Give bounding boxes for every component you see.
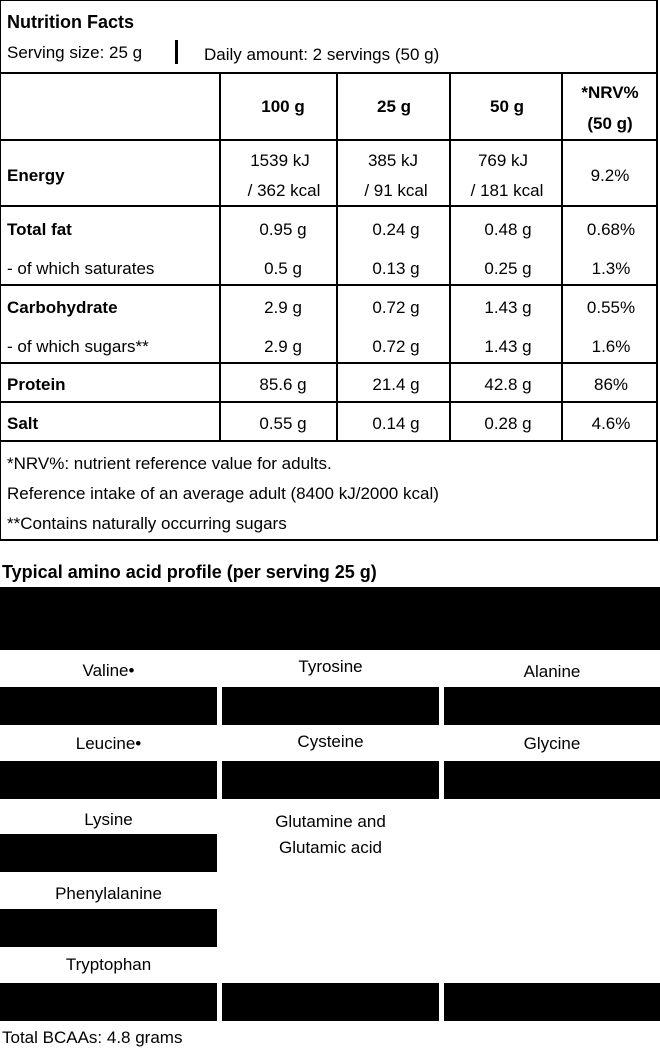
cell: 385 kJ (367, 151, 419, 170)
row-label-sugars: - of which sugars** (7, 337, 149, 356)
header-25g: 25 g (376, 97, 412, 116)
row-label-salt: Salt (7, 414, 39, 433)
cell: 4.6% (591, 414, 631, 433)
divider (0, 72, 658, 74)
amino-title: Typical amino acid profile (per serving 25 g) (2, 562, 377, 582)
divider (449, 72, 451, 441)
amino-label-tryptophan: Tryptophan (65, 955, 152, 974)
amino-label-glutamine: Glutamine and (275, 812, 386, 831)
cell: 0.55% (586, 298, 636, 317)
cell: 0.55 g (259, 414, 307, 433)
amino-label-glycine: Glycine (523, 734, 581, 753)
cell: 0.24 g (372, 220, 420, 239)
divider (0, 205, 658, 207)
divider (0, 440, 658, 442)
cell: 21.4 g (372, 375, 420, 394)
divider (0, 284, 658, 286)
amino-label-glutamic-acid: Glutamic acid (279, 838, 382, 857)
divider (336, 72, 338, 441)
cell: 2.9 g (264, 298, 302, 317)
cell: 1.43 g (484, 337, 532, 356)
cell: 1.6% (591, 337, 631, 356)
amino-label-alanine: Alanine (523, 662, 581, 681)
divider (0, 139, 658, 141)
value-bar (0, 909, 217, 947)
nutrition-title: Nutrition Facts (7, 12, 135, 32)
cell: 86% (593, 375, 629, 394)
value-bar (0, 687, 217, 725)
cell: 9.2% (590, 166, 630, 185)
header-bar (0, 587, 660, 650)
row-label-energy: Energy (7, 166, 65, 185)
total-bcaas: Total BCAAs: 4.8 grams (2, 1028, 183, 1047)
divider (0, 362, 658, 364)
value-bar (0, 983, 217, 1021)
cell: 0.72 g (372, 298, 420, 317)
row-label-carbohydrate: Carbohydrate (7, 298, 118, 317)
cell: 1.43 g (484, 298, 532, 317)
value-bar (222, 761, 439, 799)
row-label-fat: Total fat (7, 220, 72, 239)
value-bar (444, 761, 660, 799)
footnote: *NRV%: nutrient reference value for adults. (7, 454, 332, 473)
cell: 1539 kJ (250, 151, 310, 170)
cell: 0.5 g (264, 259, 302, 278)
value-bar (222, 983, 439, 1021)
header-nrv: *NRV% (581, 83, 639, 102)
cell: 0.48 g (484, 220, 532, 239)
cell: 0.25 g (484, 259, 532, 278)
cell: 42.8 g (484, 375, 532, 394)
amino-label-tyrosine: Tyrosine (298, 657, 363, 676)
value-bar (222, 687, 439, 725)
cell: / 91 kcal (364, 181, 428, 200)
header-50g: 50 g (489, 97, 525, 116)
cell: 0.68% (586, 220, 636, 239)
cell: / 362 kcal (247, 181, 321, 200)
cell: 0.72 g (372, 337, 420, 356)
header-nrv-sub: (50 g) (587, 114, 633, 133)
value-bar (444, 687, 660, 725)
amino-label-lysine: Lysine (84, 810, 133, 829)
cell: 85.6 g (259, 375, 307, 394)
amino-label-phenylalanine: Phenylalanine (55, 884, 162, 903)
cell: 0.28 g (484, 414, 532, 433)
value-bar (0, 834, 217, 872)
amino-label-cysteine: Cysteine (297, 732, 364, 751)
footnote: **Contains naturally occurring sugars (7, 514, 287, 533)
daily-amount: Daily amount: 2 servings (50 g) (204, 45, 440, 64)
row-label-protein: Protein (7, 375, 66, 394)
cell: 1.3% (591, 259, 631, 278)
divider (561, 72, 563, 441)
serving-size: Serving size: 25 g (7, 43, 143, 62)
divider (175, 40, 178, 64)
divider (219, 72, 221, 441)
amino-label-leucine: Leucine• (75, 734, 142, 753)
footnote: Reference intake of an average adult (8400 kJ/2000 kcal) (7, 484, 439, 503)
cell: 0.95 g (259, 220, 307, 239)
cell: 0.14 g (372, 414, 420, 433)
cell: / 181 kcal (470, 181, 544, 200)
header-100g: 100 g (261, 97, 305, 116)
cell: 2.9 g (264, 337, 302, 356)
value-bar (444, 983, 660, 1021)
divider (0, 401, 658, 403)
value-bar (0, 761, 217, 799)
cell: 0.13 g (372, 259, 420, 278)
amino-label-valine: Valine• (82, 661, 135, 680)
cell: 769 kJ (477, 151, 529, 170)
row-label-saturates: - of which saturates (7, 259, 155, 278)
